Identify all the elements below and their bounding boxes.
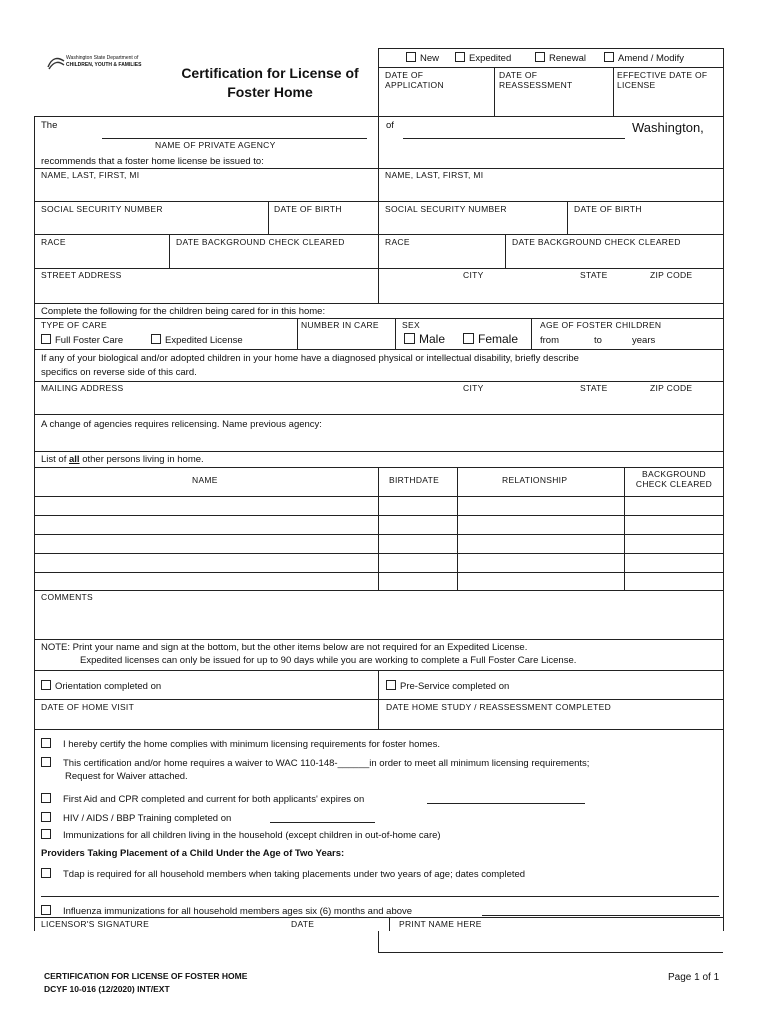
age-years-label: years xyxy=(632,335,656,346)
effective-date-label: EFFECTIVE DATE OF LICENSE xyxy=(617,70,708,90)
certify-item-3[interactable]: First Aid and CPR completed and current for both applicants' expires on xyxy=(41,793,364,806)
orientation-checkbox[interactable] xyxy=(41,680,51,690)
renewal-checkbox[interactable] xyxy=(535,52,545,62)
applicant1-ssn-label: SOCIAL SECURITY NUMBER xyxy=(41,204,163,214)
recommends-text: recommends that a foster home license be issued to: xyxy=(41,156,264,167)
age-of-foster-children-label: AGE OF FOSTER CHILDREN xyxy=(540,320,662,330)
footer-form-title: CERTIFICATION FOR LICENSE OF FOSTER HOME xyxy=(44,971,248,981)
applicant2-background-label: DATE BACKGROUND CHECK CLEARED xyxy=(512,237,681,247)
agency-logo-line1: Washington State Department of xyxy=(66,55,139,61)
applicant2-race-label: RACE xyxy=(385,237,410,247)
option-new[interactable]: New xyxy=(406,52,439,65)
mailing-state-label: STATE xyxy=(580,383,608,393)
applicant1-name-label: NAME, LAST, FIRST, MI xyxy=(41,170,140,180)
disability-note-line1: If any of your biological and/or adopted children in your home have a diagnosed physical or intellectual disability, briefly describe xyxy=(41,353,579,364)
new-checkbox[interactable] xyxy=(406,52,416,62)
street-address-label: STREET ADDRESS xyxy=(41,270,122,280)
mailing-city-label: CITY xyxy=(463,383,484,393)
full-foster-care-checkbox[interactable] xyxy=(41,334,51,344)
children-care-intro: Complete the following for the children being cared for in this home: xyxy=(41,306,326,317)
street-zip-label: ZIP CODE xyxy=(650,270,693,280)
applicant2-name-label: NAME, LAST, FIRST, MI xyxy=(385,170,484,180)
street-state-label: STATE xyxy=(580,270,608,280)
certify-checkbox-5[interactable] xyxy=(41,829,51,839)
note-line1: NOTE: Print your name and sign at the bottom, but the other items below are not required for an Expedited License. xyxy=(41,642,528,653)
agency-logo-line2: CHILDREN, YOUTH & FAMILIES xyxy=(66,62,142,68)
female-checkbox[interactable] xyxy=(463,333,474,344)
mailing-address-label: MAILING ADDRESS xyxy=(41,383,124,393)
persons-intro: List of all other persons living in home. xyxy=(41,454,204,465)
certify-item-5[interactable]: Immunizations for all children living in the household (except children in out-of-home care) xyxy=(41,829,441,842)
date-of-reassessment-label: DATE OF REASSESSMENT xyxy=(499,70,573,90)
certify-checkbox-6[interactable] xyxy=(41,868,51,878)
expedited-checkbox[interactable] xyxy=(455,52,465,62)
comments-label: COMMENTS xyxy=(41,592,93,602)
print-name-label: PRINT NAME HERE xyxy=(399,919,482,929)
applicant1-dob-label: DATE OF BIRTH xyxy=(274,204,342,214)
state-washington: Washington, xyxy=(632,120,704,135)
certify-item-7[interactable]: Influenza immunizations for all household members ages six (6) months and above xyxy=(41,905,412,918)
persons-col-background: BACKGROUND CHECK CLEARED xyxy=(635,469,713,489)
age-to-label: to xyxy=(594,335,602,346)
certify-item-4[interactable]: HIV / AIDS / BBP Training completed on xyxy=(41,812,231,825)
home-visit-label: DATE OF HOME VISIT xyxy=(41,702,135,712)
certify-checkbox-7[interactable] xyxy=(41,905,51,915)
of-label: of xyxy=(386,120,394,131)
expedited-license-option[interactable]: Expedited License xyxy=(151,334,243,347)
street-city-label: CITY xyxy=(463,270,484,280)
sex-label: SEX xyxy=(402,320,420,330)
expedited-license-checkbox[interactable] xyxy=(151,334,161,344)
certify-checkbox-1[interactable] xyxy=(41,738,51,748)
agency-name-label: NAME OF PRIVATE AGENCY xyxy=(155,140,276,150)
applicant2-dob-label: DATE OF BIRTH xyxy=(574,204,642,214)
option-amend[interactable]: Amend / Modify xyxy=(604,52,684,65)
agency-logo xyxy=(46,52,150,74)
form-title-line1: Certification for License of xyxy=(181,65,359,81)
type-of-care-label: TYPE OF CARE xyxy=(41,320,107,330)
preservice-checkbox[interactable] xyxy=(386,680,396,690)
applicant1-race-label: RACE xyxy=(41,237,66,247)
certify-item-2[interactable]: This certification and/or home requires a waiver to WAC 110-148-______in order to meet all minimum licensing requirements; xyxy=(41,757,589,770)
option-expedited[interactable]: Expedited xyxy=(455,52,511,65)
persons-col-name: NAME xyxy=(192,475,218,485)
preservice-option[interactable]: Pre-Service completed on xyxy=(386,680,509,693)
certify-checkbox-3[interactable] xyxy=(41,793,51,803)
male-option[interactable]: Male xyxy=(404,333,445,347)
certify-checkbox-2[interactable] xyxy=(41,757,51,767)
relicensing-text: A change of agencies requires relicensing. Name previous agency: xyxy=(41,419,322,430)
certify-item-1[interactable]: I hereby certify the home complies with minimum licensing requirements for foster homes. xyxy=(41,738,440,751)
footer-form-number: DCYF 10-016 (12/2020) INT/EXT xyxy=(44,984,170,994)
certify-item-6[interactable]: Tdap is required for all household members when taking placements under two years of age; dates completed xyxy=(41,868,525,881)
home-study-label: DATE HOME STUDY / REASSESSMENT COMPLETED xyxy=(386,702,612,712)
full-foster-care-option[interactable]: Full Foster Care xyxy=(41,334,123,347)
providers-heading: Providers Taking Placement of a Child Under the Age of Two Years: xyxy=(41,848,345,859)
female-option[interactable]: Female xyxy=(463,333,518,347)
mailing-zip-label: ZIP CODE xyxy=(650,383,693,393)
licensor-signature-label: LICENSOR'S SIGNATURE xyxy=(41,919,150,929)
persons-col-birthdate: BIRTHDATE xyxy=(389,475,440,485)
male-checkbox[interactable] xyxy=(404,333,415,344)
form-title xyxy=(160,64,380,102)
certify-checkbox-4[interactable] xyxy=(41,812,51,822)
number-in-care-label: NUMBER IN CARE xyxy=(301,320,379,330)
note-line2: Expedited licenses can only be issued for up to 90 days while you are working to complete a Full Foster Care License. xyxy=(80,655,577,666)
age-from-label: from xyxy=(540,335,559,346)
amend-checkbox[interactable] xyxy=(604,52,614,62)
applicant2-ssn-label: SOCIAL SECURITY NUMBER xyxy=(385,204,507,214)
option-renewal[interactable]: Renewal xyxy=(535,52,586,65)
form-title-line2: Foster Home xyxy=(227,84,313,100)
the-label: The xyxy=(41,120,58,131)
applicant1-background-label: DATE BACKGROUND CHECK CLEARED xyxy=(176,237,345,247)
signature-date-label: DATE xyxy=(291,919,315,929)
persons-col-relationship: RELATIONSHIP xyxy=(502,475,568,485)
orientation-option[interactable]: Orientation completed on xyxy=(41,680,161,693)
certify-item-2b: Request for Waiver attached. xyxy=(65,771,188,782)
dcyf-logo-icon xyxy=(46,55,66,71)
footer-page-number: Page 1 of 1 xyxy=(668,972,720,983)
date-of-application-label: DATE OF APPLICATION xyxy=(385,70,444,90)
disability-note-line2: specifics on reverse side of this card. xyxy=(41,367,197,378)
